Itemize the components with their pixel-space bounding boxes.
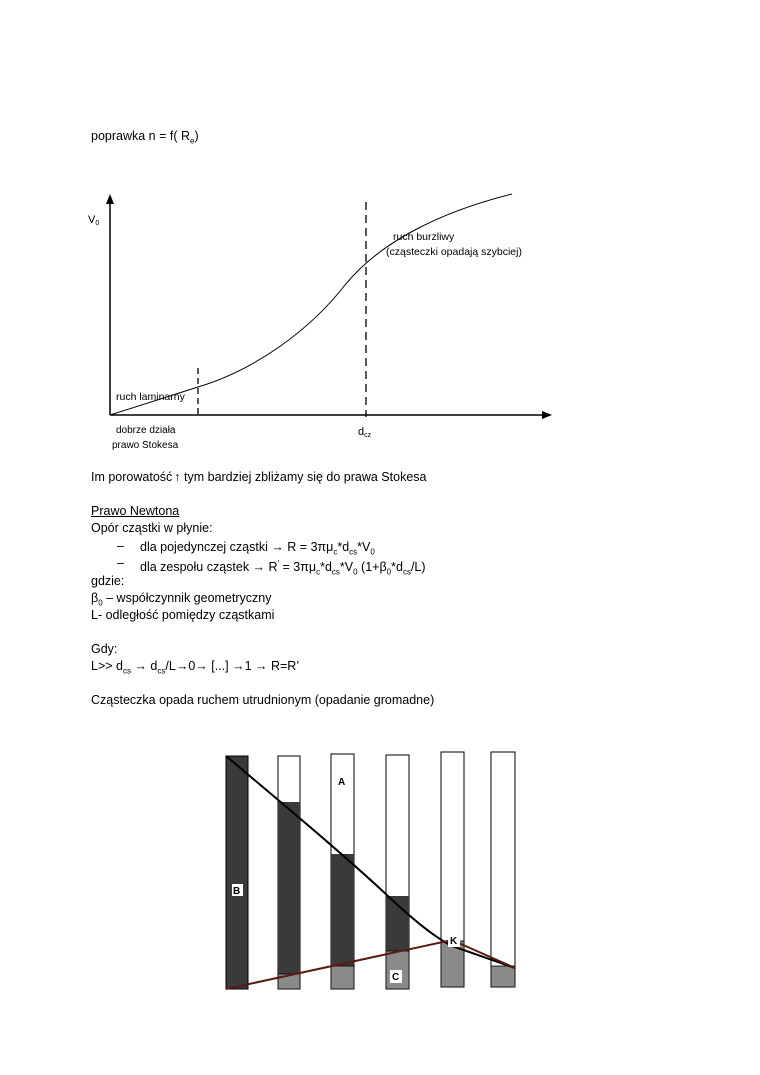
sediment-line: [226, 940, 515, 989]
dcz-label: dcz: [358, 426, 372, 439]
correction-suffix: ): [194, 129, 199, 143]
porosity-text-after: tym bardziej zbliżamy się do prawa Stokesa: [180, 470, 427, 484]
beta-definition: $\beta_0$ – współczynnik geometryczny: [91, 591, 272, 608]
correction-heading: [91, 128, 199, 150]
bullet-particle-group: dla zespołu cząstek → $R' = 3\pi\mu_c*d_{cs}*V_0$ $(1+\beta_0*d_{cs}/L)$: [140, 559, 426, 577]
L-definition: L- odległość pomiędzy cząstkami: [91, 608, 275, 622]
up-arrow-icon: ↑: [174, 470, 181, 484]
newton-title: Prawo Newtona: [91, 504, 180, 518]
column-6-grey: [491, 966, 515, 987]
correction-sub: e: [190, 136, 195, 146]
resistance-label: Opór cząstki w płynie:: [91, 521, 213, 535]
y-axis-label: V0: [88, 214, 100, 227]
label-A: A: [338, 777, 346, 788]
where-label: gdzie:: [91, 574, 125, 588]
porosity-line: [91, 469, 426, 485]
turbulent-label: ruch burzliwy: [393, 231, 455, 243]
when-formula: $L>> d_{cs} \to d_{cs}/L\to 0\to$ [...] →1 → R=R’: [91, 659, 300, 676]
y-axis-arrow: [106, 194, 114, 204]
stokes-label-2: prawo Stokesa: [112, 440, 179, 451]
settling-statement: Cząsteczka opada ruchem utrudnionym (opadanie gromadne): [91, 693, 435, 707]
column-2-dark: [278, 802, 300, 978]
column-1-dark: [226, 756, 248, 989]
porosity-text: Im porowatość: [91, 470, 173, 484]
bullet-single-particle: dla pojedynczej cząstki → $R = 3\pi\mu_c*d_{cs}*V_0$: [140, 540, 375, 557]
label-K: K: [450, 936, 458, 947]
bullet-dash: –: [117, 556, 124, 570]
velocity-curve: [198, 194, 512, 387]
when-label: Gdy:: [91, 642, 118, 656]
stokes-label: dobrze działa: [116, 425, 176, 436]
bullet-dash: –: [117, 539, 124, 553]
velocity-graph: [80, 190, 560, 460]
column-3-grey: [331, 966, 354, 989]
label-B: B: [233, 886, 241, 897]
turbulent-label-2: (cząsteczki opadają szybciej): [386, 246, 522, 258]
column-6-outline: [491, 752, 515, 987]
column-5-grey: [441, 941, 464, 987]
settling-curve: [226, 756, 515, 968]
x-axis-arrow: [542, 411, 552, 419]
label-C: C: [392, 972, 400, 983]
settling-columns-diagram: [220, 748, 525, 994]
column-3-dark: [331, 854, 354, 970]
laminar-label: ruch laminarny: [116, 391, 185, 403]
correction-text: poprawka n = f( R: [91, 129, 191, 143]
